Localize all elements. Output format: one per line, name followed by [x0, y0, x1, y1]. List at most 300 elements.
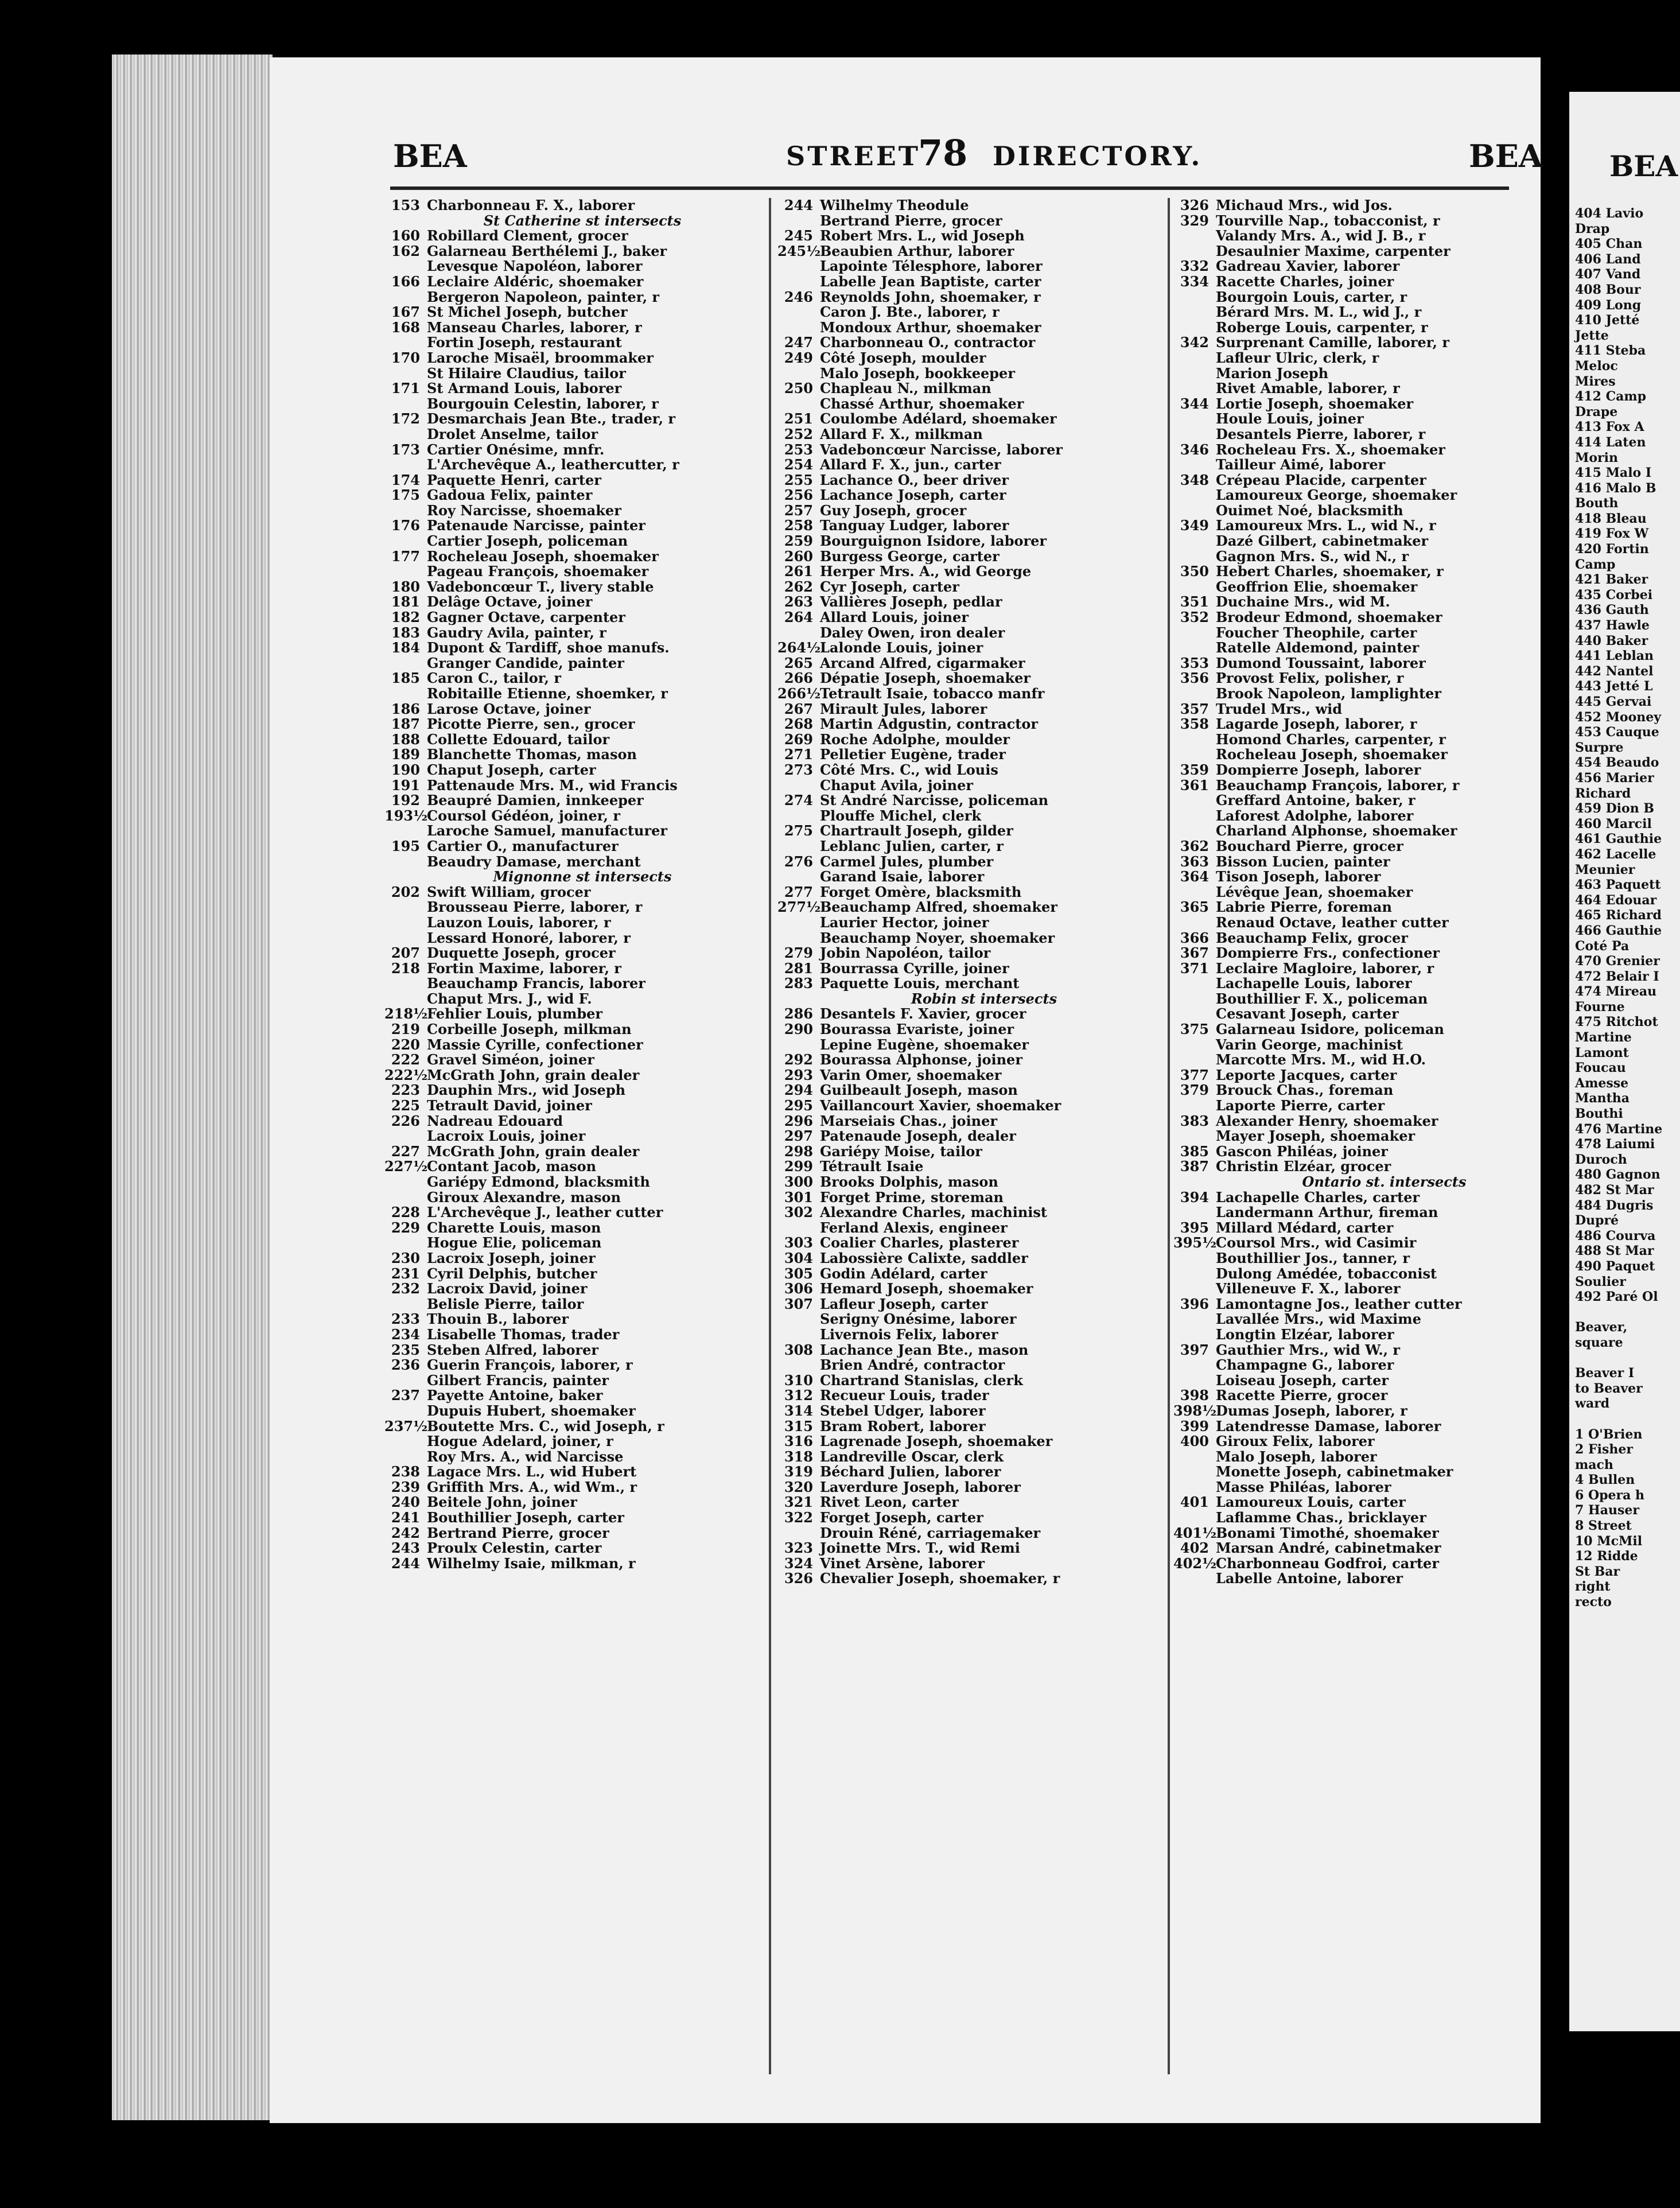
resident-name: Charette Louis, mason [427, 1220, 601, 1236]
facing-page-line: Meloc [1575, 358, 1618, 374]
directory-entry [1173, 396, 1572, 412]
street-number: 395 [1180, 1220, 1209, 1236]
street-number: 257 [784, 503, 813, 519]
directory-entry [1173, 594, 1572, 610]
resident-name: Vadeboncœur T., livery stable [427, 579, 654, 595]
resident-name: Wilhelmy Theodule [820, 198, 969, 213]
resident-name: Guilbeault Joseph, mason [820, 1083, 1018, 1099]
street-number: 277 [784, 884, 813, 900]
directory-entry [1173, 1006, 1572, 1022]
resident-name: Bouthillier Jos., tanner, r [1216, 1250, 1410, 1266]
street-number: 237 [391, 1388, 420, 1404]
facing-page-line: square [1575, 1335, 1623, 1350]
street-number: 188 [391, 732, 420, 748]
resident-name: Allard Louis, joiner [820, 610, 969, 625]
directory-entry [384, 1190, 757, 1206]
directory-entry [777, 1205, 1168, 1220]
directory-entry [384, 610, 757, 625]
resident-name: Laverdure Joseph, laborer [820, 1479, 1021, 1495]
facing-page-line: 460 Marcil [1575, 816, 1652, 831]
directory-entry [384, 396, 757, 412]
street-number: 180 [391, 579, 420, 595]
street-number: 222½ [384, 1067, 428, 1083]
directory-entry [1173, 854, 1572, 870]
resident-name: Latendresse Damase, laborer [1216, 1418, 1441, 1435]
resident-name: Collette Edouard, tailor [427, 732, 610, 748]
directory-entry [384, 625, 757, 641]
street-number: 264½ [777, 640, 821, 656]
resident-name: Rocheleau Joseph, shoemaker [427, 549, 659, 565]
directory-entry [1173, 823, 1572, 839]
street-number: 377 [1180, 1067, 1209, 1083]
directory-entry [777, 900, 1168, 915]
directory-entry [384, 1220, 757, 1236]
facing-page-line: 413 Fox A [1575, 419, 1644, 435]
directory-entry [777, 763, 1168, 778]
resident-name: Millard Médard, carter [1216, 1220, 1394, 1236]
directory-entry [777, 442, 1168, 458]
directory-entry [384, 1526, 757, 1541]
directory-entry [777, 1251, 1168, 1266]
directory-entry [777, 427, 1168, 442]
street-number: 191 [391, 778, 420, 794]
facing-page-line: 478 Laiumi [1575, 1137, 1655, 1152]
directory-entry [384, 366, 757, 382]
directory-entry [384, 1114, 757, 1129]
street-number: 245½ [777, 243, 821, 259]
facing-page-line: 470 Grenier [1575, 954, 1660, 969]
directory-entry [384, 823, 757, 839]
resident-name: Crépeau Placide, carpenter [1216, 472, 1426, 488]
facing-page-line: 416 Malo B [1575, 480, 1656, 496]
resident-name: Lagrenade Joseph, shoemaker [820, 1434, 1053, 1449]
facing-page-line: 441 Leblan [1575, 648, 1654, 664]
resident-name: Lacroix Louis, joiner [427, 1129, 586, 1144]
resident-name: Roche Adolphe, moulder [820, 732, 1010, 748]
facing-page-line: 405 Chan [1575, 236, 1643, 252]
resident-name: Blanchette Thomas, mason [427, 747, 637, 763]
street-number: 232 [391, 1281, 420, 1297]
facing-page-line: 443 Jetté L [1575, 679, 1653, 694]
resident-name: Racette Charles, joiner [1216, 274, 1394, 290]
facing-page-line: 412 Camp [1575, 389, 1647, 405]
resident-name: Beauchamp Alfred, shoemaker [820, 900, 1057, 915]
resident-name: Bertrand Pierre, grocer [427, 1525, 609, 1541]
street-number: 256 [784, 488, 813, 503]
street-number: 250 [784, 381, 813, 396]
directory-entry [1173, 1190, 1572, 1206]
directory-entry [384, 640, 757, 656]
resident-name: Manseau Charles, laborer, r [427, 320, 642, 336]
resident-name: Hogue Elie, policeman [427, 1235, 602, 1251]
page-edges [112, 55, 273, 2120]
street-number: 364 [1180, 869, 1209, 885]
resident-name: Mayer Joseph, shoemaker [1216, 1129, 1415, 1144]
resident-name: Rivet Amable, laborer, r [1216, 381, 1400, 396]
facing-page-line: 474 Mireau [1575, 984, 1657, 1000]
directory-entry [777, 1571, 1168, 1587]
directory-entry [777, 305, 1168, 320]
facing-page-line: Martine [1575, 1030, 1632, 1045]
street-number: 342 [1180, 335, 1209, 351]
directory-entry [1173, 656, 1572, 671]
directory-entry [384, 885, 757, 900]
page-number: 78 [918, 132, 968, 174]
directory-entry [384, 442, 757, 458]
directory-entry [777, 793, 1168, 808]
directory-entry [777, 549, 1168, 565]
street-number: 255 [784, 472, 813, 488]
directory-entry [1173, 259, 1572, 274]
directory-entry [1173, 1098, 1572, 1114]
street-number: 175 [391, 488, 420, 503]
directory-entry [384, 1129, 757, 1144]
resident-name: Gagnon Mrs. S., wid N., r [1216, 549, 1409, 565]
resident-name: Bram Robert, laborer [820, 1418, 986, 1435]
directory-entry [1173, 1083, 1572, 1098]
street-number: 277½ [777, 900, 821, 915]
street-number: 249 [784, 350, 813, 366]
directory-entry [1173, 763, 1572, 778]
facing-page-line: Camp [1575, 557, 1616, 572]
directory-entry [1173, 946, 1572, 961]
resident-name: Gilbert Francis, painter [427, 1373, 609, 1389]
street-number: 357 [1180, 701, 1209, 717]
facing-page-line: 484 Dugris [1575, 1198, 1654, 1213]
directory-entry [777, 686, 1168, 702]
facing-page-line: Lamont [1575, 1045, 1629, 1060]
facing-page-line [1569, 1305, 1680, 1320]
resident-name: Landreville Oscar, clerk [820, 1449, 1004, 1465]
directory-entry [384, 1037, 757, 1053]
header-right: BEA [1469, 138, 1543, 174]
street-number: 356 [1180, 671, 1209, 686]
directory-entry [1173, 793, 1572, 808]
street-number: 398½ [1173, 1403, 1217, 1419]
facing-page-line: 440 Baker [1575, 633, 1648, 648]
facing-page-line: 4 Bullen [1575, 1472, 1635, 1488]
directory-entry [1173, 1281, 1572, 1297]
directory-entry [384, 1343, 757, 1358]
street-number: 192 [391, 793, 420, 808]
street-number: 266½ [777, 686, 821, 702]
resident-name: Dazé Gilbert, cabinetmaker [1216, 534, 1429, 549]
facing-page-line: 454 Beaudo [1575, 755, 1659, 771]
street-number: 286 [784, 1006, 813, 1023]
directory-entry [777, 1343, 1168, 1358]
resident-name: Jobin Napoléon, tailor [820, 946, 991, 961]
street-number: 243 [391, 1541, 420, 1556]
directory-entry [1173, 1022, 1572, 1037]
directory-entry [1173, 885, 1572, 900]
street-number: 298 [784, 1144, 813, 1160]
directory-entry [777, 808, 1168, 824]
street-number: 220 [391, 1037, 420, 1053]
directory-entry [777, 1129, 1168, 1144]
directory-entry [384, 549, 757, 565]
resident-name: Guy Joseph, grocer [820, 503, 967, 519]
resident-name: Patenaude Narcisse, painter [427, 518, 645, 534]
directory-entry [777, 396, 1168, 412]
page-header [270, 132, 1541, 184]
resident-name: Picotte Pierre, sen., grocer [427, 717, 635, 732]
resident-name: McGrath John, grain dealer [427, 1144, 640, 1160]
resident-name: Drouin Réné, carriagemaker [820, 1525, 1041, 1541]
directory-entry [1173, 640, 1572, 656]
directory-entry [384, 808, 757, 824]
street-number: 346 [1180, 442, 1209, 458]
resident-name: Côté Joseph, moulder [820, 350, 986, 366]
resident-name: Chapleau N., milkman [820, 381, 991, 396]
street-number: 322 [784, 1510, 813, 1526]
directory-entry [777, 869, 1168, 885]
street-number: 362 [1180, 838, 1209, 854]
street-number: 172 [391, 411, 420, 427]
resident-name: Drolet Anselme, tailor [427, 426, 598, 442]
street-number: 234 [391, 1327, 420, 1343]
directory-entry [384, 778, 757, 794]
resident-name: Boutette Mrs. C., wid Joseph, r [427, 1418, 664, 1435]
facing-page-line: Beaver, [1575, 1320, 1628, 1335]
directory-column-1 [384, 198, 757, 2074]
resident-name: Reynolds John, shoemaker, r [820, 289, 1041, 305]
resident-name: McGrath John, grain dealer [427, 1067, 640, 1083]
facing-page [1569, 92, 1680, 2031]
resident-name: Landermann Arthur, fireman [1216, 1205, 1438, 1220]
street-number: 371 [1180, 961, 1209, 977]
street-number: 297 [784, 1129, 813, 1144]
street-number: 254 [784, 457, 813, 473]
street-number: 332 [1180, 259, 1209, 274]
directory-entry [1173, 702, 1572, 717]
street-number: 348 [1180, 472, 1209, 488]
directory-entry [777, 1434, 1168, 1449]
directory-entry [1173, 503, 1572, 519]
directory-entry [1173, 1541, 1572, 1556]
directory-entry [1173, 351, 1572, 366]
directory-entry [777, 747, 1168, 763]
directory-entry [777, 961, 1168, 977]
street-number: 171 [391, 381, 420, 396]
resident-name: Mirault Jules, laborer [820, 701, 987, 717]
resident-name: Dauphin Mrs., wid Joseph [427, 1083, 626, 1099]
resident-name: Levesque Napoléon, laborer [427, 259, 643, 274]
header-left: BEA [393, 138, 467, 174]
facing-page-line: 442 Nantel [1575, 663, 1654, 679]
street-number: 244 [391, 1556, 420, 1572]
street-number: 303 [784, 1235, 813, 1251]
resident-name: Brousseau Pierre, laborer, r [427, 900, 643, 915]
resident-name: Lévêque Jean, shoemaker [1216, 884, 1413, 900]
directory-entry [384, 534, 757, 549]
street-number: 401 [1180, 1495, 1209, 1511]
resident-name: Lavallée Mrs., wid Maxime [1216, 1312, 1421, 1327]
facing-page-line: 464 Edouar [1575, 892, 1657, 908]
street-number: 323 [784, 1541, 813, 1556]
resident-name: Cartier Onésime, mnfr. [427, 442, 605, 458]
facing-page-line: ward [1575, 1396, 1610, 1412]
directory-entry [1173, 534, 1572, 549]
street-number: 359 [1180, 762, 1209, 778]
resident-name: Bouthillier Joseph, carter [427, 1510, 624, 1526]
resident-name: Varin George, machinist [1216, 1037, 1403, 1053]
street-number: 351 [1180, 594, 1209, 611]
resident-name: Bisson Lucien, painter [1216, 854, 1390, 870]
directory-entry [384, 854, 757, 870]
resident-name: Carmel Jules, plumber [820, 854, 994, 870]
directory-entry [1173, 335, 1572, 351]
directory-entry [777, 488, 1168, 503]
directory-entry [1173, 1297, 1572, 1312]
directory-entry [777, 473, 1168, 488]
directory-entry [1173, 1144, 1572, 1160]
resident-name: Côté Mrs. C., wid Louis [820, 762, 998, 778]
directory-entry [777, 1114, 1168, 1129]
directory-entry [384, 1541, 757, 1556]
resident-name: Bergeron Napoleon, painter, r [427, 289, 660, 305]
directory-entry [777, 381, 1168, 396]
street-number: 236 [391, 1358, 420, 1373]
directory-entry [1173, 869, 1572, 885]
resident-name: Robert Mrs. L., wid Joseph [820, 228, 1025, 244]
directory-entry [1173, 1068, 1572, 1083]
resident-name: Swift William, grocer [427, 884, 591, 900]
directory-entry [384, 946, 757, 961]
resident-name: Cartier O., manufacturer [427, 838, 619, 854]
resident-name: Tetrault David, joiner [427, 1098, 592, 1114]
resident-name: Alexandre Charles, machinist [820, 1205, 1048, 1220]
resident-name: Provost Felix, polisher, r [1216, 671, 1404, 686]
directory-entry [384, 1480, 757, 1495]
resident-name: Herper Mrs. A., wid George [820, 564, 1032, 580]
street-number: 361 [1180, 778, 1209, 794]
facing-page-line: 462 Lacelle [1575, 846, 1656, 862]
resident-name: Coulombe Adélard, shoemaker [820, 411, 1057, 427]
directory-entry [777, 1266, 1168, 1282]
resident-name: Tétrault Isaie [820, 1159, 924, 1175]
directory-entry [384, 1083, 757, 1098]
street-number: 237½ [384, 1418, 428, 1435]
directory-entry [777, 640, 1168, 656]
street-number: 308 [784, 1342, 813, 1358]
resident-name: Thouin B., laborer [427, 1312, 569, 1327]
directory-entry [1173, 992, 1572, 1007]
street-number: 402 [1180, 1541, 1209, 1556]
directory-entry [777, 1083, 1168, 1098]
directory-entry [1173, 381, 1572, 396]
facing-page-line: to Beaver [1575, 1381, 1643, 1396]
resident-name: Charbonneau Godfroi, carter [1216, 1556, 1439, 1572]
directory-entry [1173, 1266, 1572, 1282]
directory-entry [384, 473, 757, 488]
resident-name: Roy Narcisse, shoemaker [427, 503, 621, 519]
resident-name: Surprenant Camille, laborer, r [1216, 335, 1450, 351]
directory-entry [777, 534, 1168, 549]
resident-name: Serigny Onésime, laborer [820, 1312, 1017, 1327]
resident-name: Vallières Joseph, pedlar [820, 594, 1002, 611]
resident-name: Pattenaude Mrs. M., wid Francis [427, 778, 678, 794]
directory-entry [1173, 625, 1572, 641]
street-number: 251 [784, 411, 813, 427]
street-number: 182 [391, 610, 420, 625]
facing-page-line: 414 Laten [1575, 434, 1646, 450]
street-number: 262 [784, 579, 813, 595]
directory-entry [384, 228, 757, 244]
resident-name: Loiseau Joseph, carter [1216, 1373, 1389, 1389]
directory-entry [384, 1068, 757, 1083]
directory-entry [1173, 1159, 1572, 1175]
street-number: 238 [391, 1464, 420, 1480]
resident-name: Ferland Alexis, engineer [820, 1220, 1008, 1236]
directory-entry [384, 747, 757, 763]
directory-entry [777, 1449, 1168, 1465]
section-heading: Mignonne st intersects [493, 869, 672, 885]
directory-entry [777, 1144, 1168, 1160]
resident-name: Chartrand Stanislas, clerk [820, 1373, 1023, 1389]
directory-entry [1173, 411, 1572, 427]
facing-page-line [1569, 1412, 1680, 1427]
street-number: 153 [391, 198, 420, 213]
directory-entry [777, 1419, 1168, 1435]
facing-page-line: Mantha [1575, 1091, 1630, 1106]
directory-entry [384, 1327, 757, 1343]
resident-name: Tanguay Ludger, laborer [820, 518, 1009, 534]
directory-entry [777, 1388, 1168, 1404]
street-number: 324 [784, 1556, 813, 1572]
resident-name: Lachance Jean Bte., mason [820, 1342, 1029, 1358]
resident-name: Homond Charles, carpenter, r [1216, 732, 1446, 748]
resident-name: Stebel Udger, laborer [820, 1403, 986, 1419]
directory-entry [777, 1495, 1168, 1510]
resident-name: Hemard Joseph, shoemaker [820, 1281, 1033, 1297]
facing-page-line: St Bar [1575, 1564, 1620, 1579]
resident-name: Larose Octave, joiner [427, 701, 591, 717]
street-number: 276 [784, 854, 813, 870]
directory-entry [1173, 900, 1572, 915]
resident-name: Gadreau Xavier, laborer [1216, 259, 1400, 274]
column-divider [769, 198, 771, 2074]
street-number: 268 [784, 717, 813, 732]
street-number: 306 [784, 1281, 813, 1297]
resident-name: Roberge Louis, carpenter, r [1216, 320, 1428, 336]
street-number: 401½ [1173, 1525, 1217, 1541]
directory-entry [384, 320, 757, 336]
directory-entry [1173, 671, 1572, 686]
street-number: 239 [391, 1479, 420, 1495]
directory-entry [777, 885, 1168, 900]
resident-name: St Michel Joseph, butcher [427, 305, 628, 320]
facing-page-line: 410 Jetté [1575, 313, 1640, 328]
street-number: 307 [784, 1296, 813, 1312]
directory-entry [777, 656, 1168, 671]
directory-entry [384, 1419, 757, 1435]
resident-name: Delâge Octave, joiner [427, 594, 593, 611]
directory-entry [1173, 198, 1572, 213]
street-number: 227 [391, 1144, 420, 1160]
directory-entry [777, 1068, 1168, 1083]
street-number: 258 [784, 518, 813, 534]
directory-entry [1173, 747, 1572, 763]
resident-name: Pageau François, shoemaker [427, 564, 649, 580]
facing-page-line: 408 Bour [1575, 282, 1641, 297]
facing-page-line: Morin [1575, 450, 1618, 465]
directory-entry [384, 915, 757, 931]
resident-name: Monette Joseph, cabinetmaker [1216, 1464, 1453, 1480]
directory-entry [777, 228, 1168, 244]
resident-name: Brien André, contractor [820, 1358, 1005, 1373]
resident-name: Lamoureux Mrs. L., wid N., r [1216, 518, 1436, 534]
resident-name: Burgess George, carter [820, 549, 1000, 565]
